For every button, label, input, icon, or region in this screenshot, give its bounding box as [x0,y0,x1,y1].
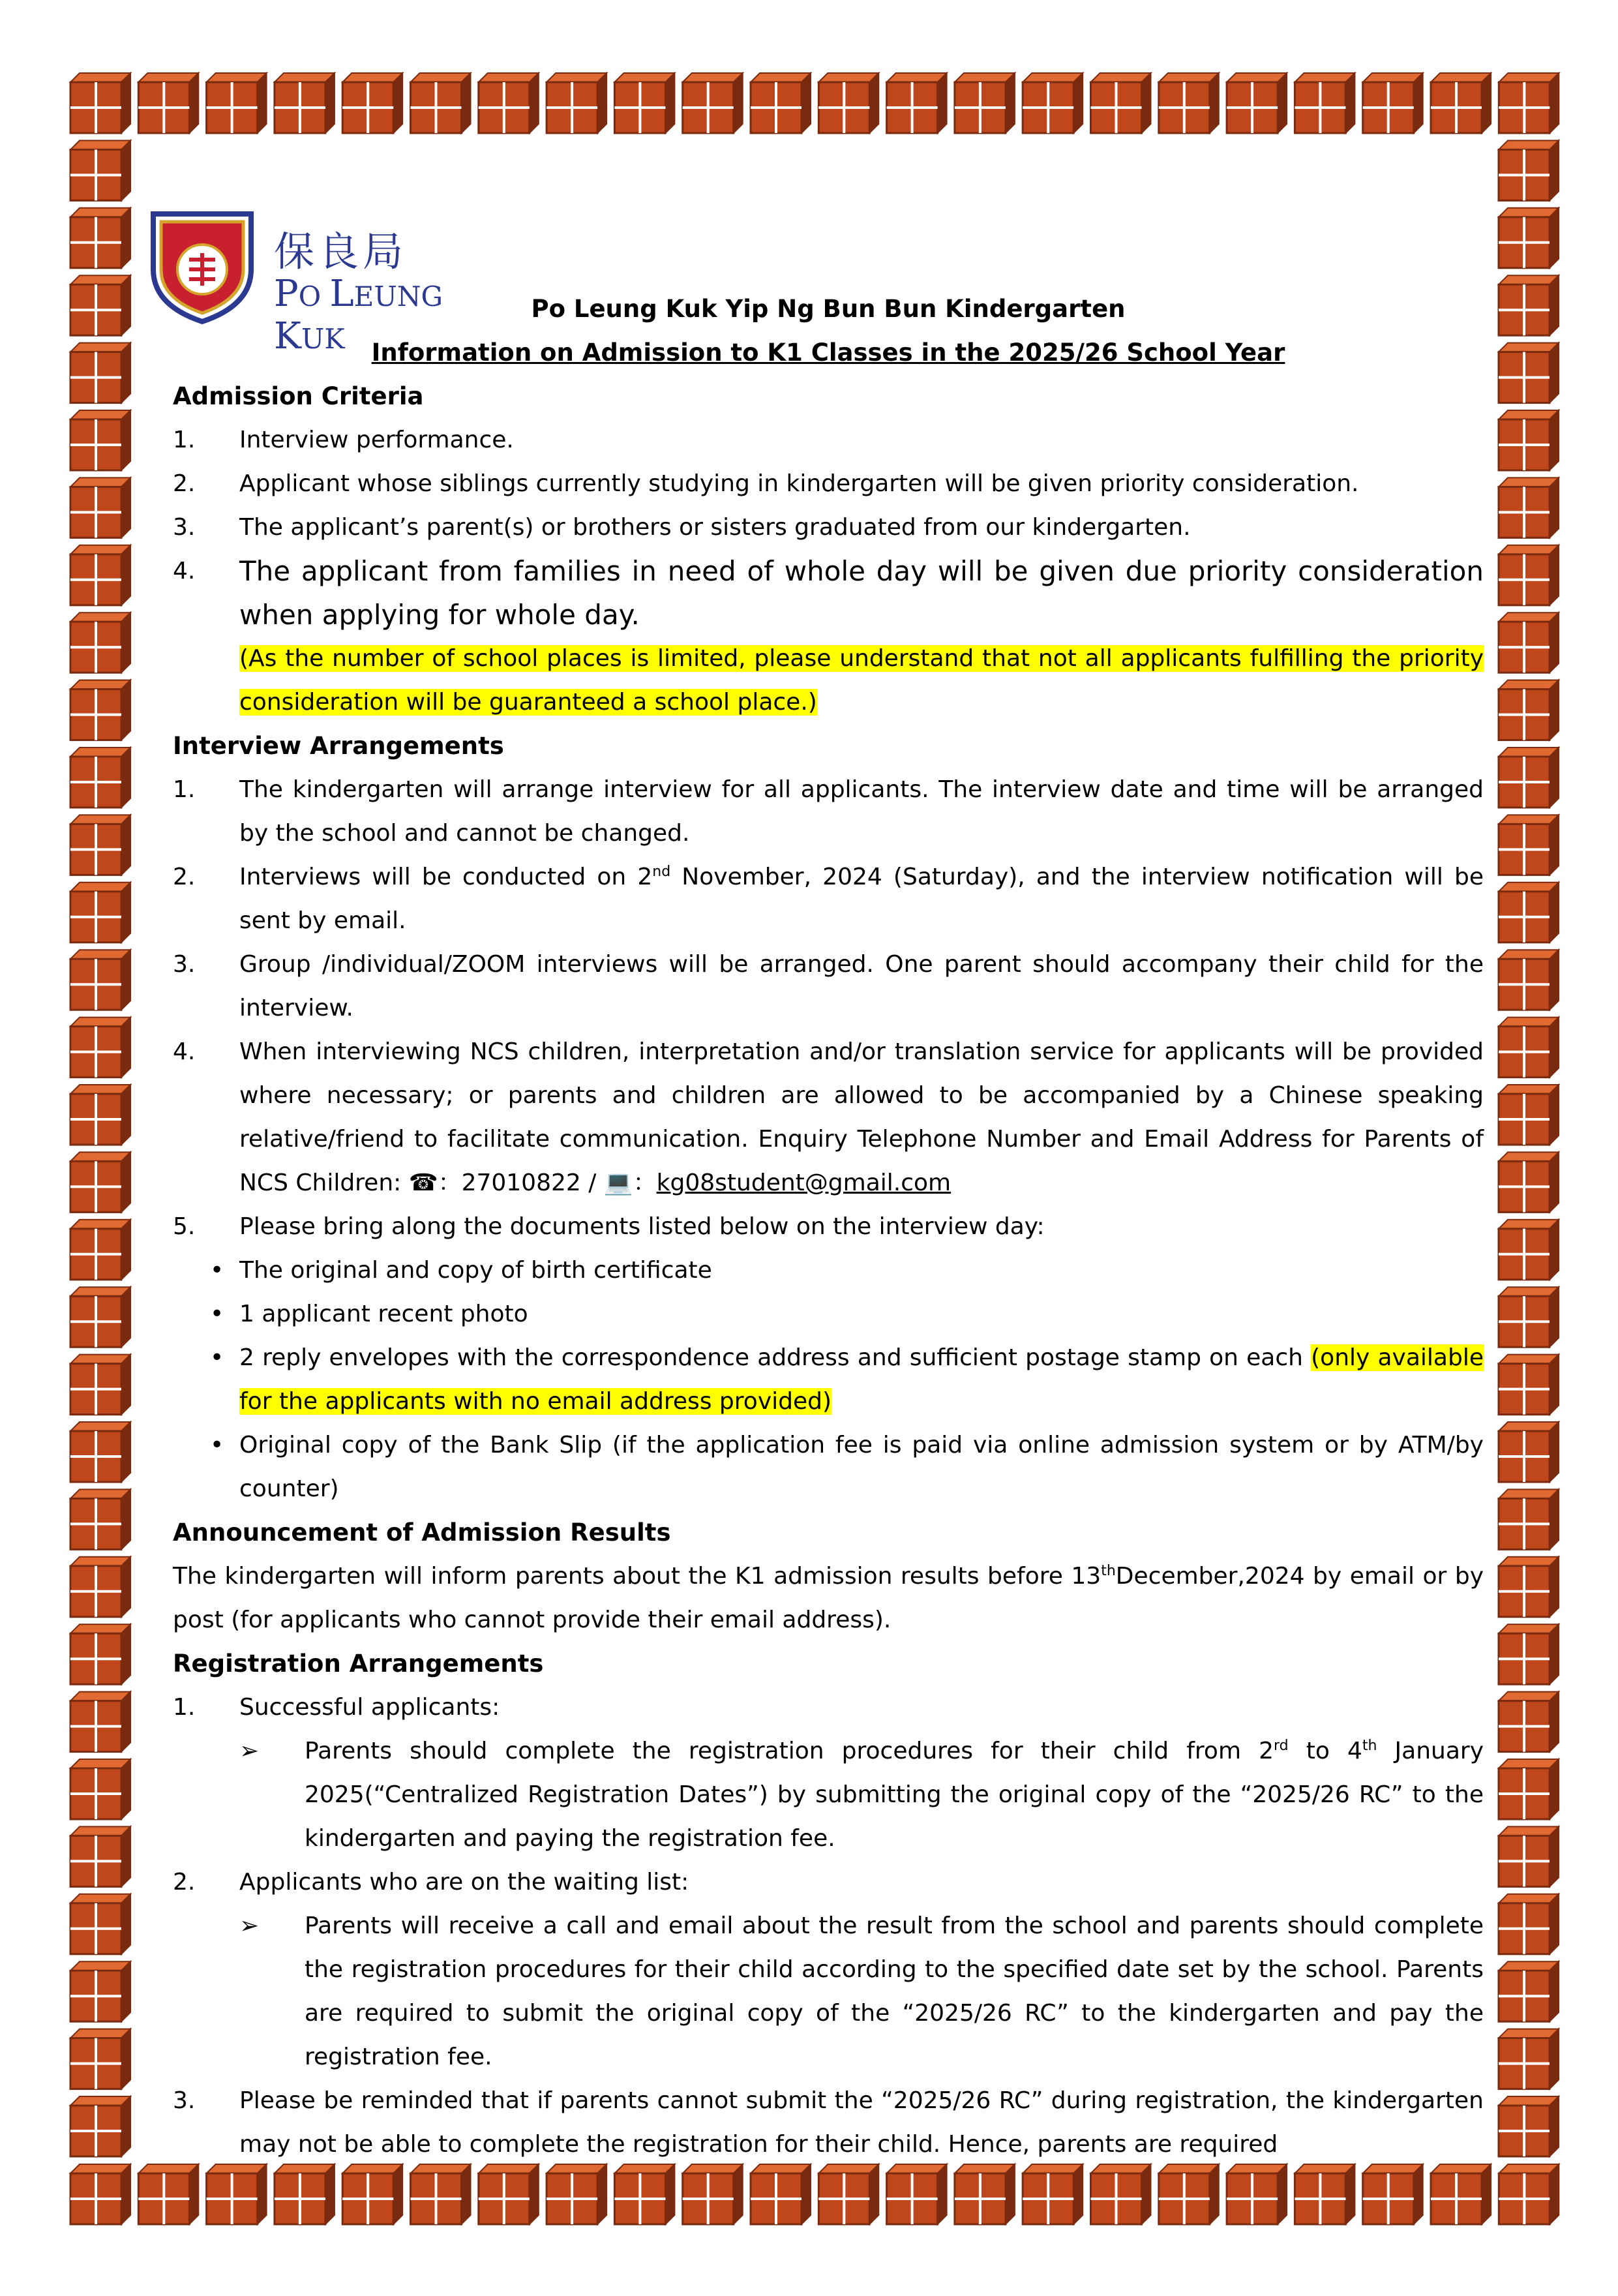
list-item: 1. Interview performance. [173,427,514,453]
brick-icon [1499,275,1559,335]
document-subtitle: Information on Admission to K1 Classes in the 2025/26 School Year [371,339,1285,367]
brick-icon [70,883,130,943]
priority-note: (As the number of school places is limited, please understand that not all applicants fulfilling the priority consideration will be guaranteed a school place.) [239,645,1484,716]
brick-icon [1499,343,1559,403]
admission-criteria-heading: Admission Criteria [173,382,424,410]
brick-icon [1227,73,1287,133]
brick-icon [1499,612,1559,672]
list-item: 4. The applicant from families in need of whole day will be given due priority consideration when applying for whole day. [173,555,1484,631]
brick-icon [1363,2164,1423,2224]
brick-icon [1431,73,1491,133]
brick-icon [1499,2096,1559,2156]
brick-icon [1499,73,1559,133]
brick-icon [1499,1085,1559,1145]
brick-icon [207,73,267,133]
brick-icon [411,73,471,133]
brick-icon [887,73,947,133]
brick-icon [1023,73,1083,133]
list-item: 1. Successful applicants: [173,1694,500,1721]
school-name: Po Leung Kuk Yip Ng Bun Bun Kindergarten [531,295,1126,323]
brick-icon [70,1557,130,1617]
brick-icon [70,1894,130,1954]
brick-icon [683,2164,743,2224]
brick-icon [70,140,130,200]
brick-icon [1499,950,1559,1010]
brick-icon [70,477,130,537]
brick-icon [1499,2164,1559,2224]
brick-icon [1431,2164,1491,2224]
brick-icon [1499,748,1559,808]
results-paragraph: The kindergarten will inform parents about the K1 admission results before 13thDecember,2024 by email or by post (for applicants who cannot provide their email address). [173,1563,1484,1633]
brick-icon [411,2164,471,2224]
brick-icon [1499,1557,1559,1617]
brick-icon [70,1085,130,1145]
arrow-bullet-icon: ➢ [239,1912,260,1939]
list-item: 3. The applicant’s parent(s) or brothers or sisters graduated from our kindergarten. [173,514,1191,541]
brick-icon [479,2164,539,2224]
brick-icon [70,208,130,268]
brick-icon [342,73,402,133]
brick-icon [70,2029,130,2089]
brick-icon [683,73,743,133]
brick-icon [1499,2029,1559,2089]
brick-icon [1499,545,1559,605]
brick-icon [70,1961,130,2021]
brick-icon [1499,815,1559,875]
brick-icon [1295,2164,1355,2224]
brick-icon [955,2164,1015,2224]
brick-icon [70,1489,130,1549]
brick-icon [1499,1759,1559,1819]
brick-icon [818,2164,878,2224]
brick-icon [1499,1152,1559,1212]
brick-icon [751,2164,811,2224]
brick-icon [818,73,878,133]
brick-icon [1499,1220,1559,1280]
list-item: 3. Group /individual/ZOOM interviews will be arranged. One parent should accompany their child for the interview. [173,951,1484,1021]
brick-icon [342,2164,402,2224]
brick-icon [1295,73,1355,133]
brick-icon [1499,1894,1559,1954]
brick-icon [70,1624,130,1684]
list-item: 2. Applicants who are on the waiting list: [173,1869,689,1896]
brick-icon [1499,410,1559,470]
brick-icon [1499,1489,1559,1549]
list-item: 4. When interviewing NCS children, interpretation and/or translation service for applicants will be provided where necessary; or parents and children are allowed to be accompanied by a Chinese speaking relative/friend to facilitate communication. Enquiry Telephone Number and Email Address for Parents of NCS Children: ☎：27010822 / 💻：kg08student@gmail.com [173,1038,1484,1196]
brick-icon [1499,1287,1559,1347]
document-bullet: • The original and copy of birth certificate [210,1257,712,1284]
brick-icon [1159,73,1219,133]
brick-icon [70,275,130,335]
brick-icon [138,73,198,133]
brick-icon [1499,1355,1559,1415]
brick-icon [1159,2164,1219,2224]
brick-icon [1499,680,1559,740]
brick-icon [70,1759,130,1819]
document-bullet: • Original copy of the Bank Slip (if the application fee is paid via online admission system or by ATM/by counter) [210,1432,1484,1502]
brick-icon [614,2164,674,2224]
brick-icon [70,343,130,403]
brick-icon [275,73,335,133]
brick-icon [138,2164,198,2224]
brick-icon [751,73,811,133]
brick-icon [70,1152,130,1212]
interview-arrangements-heading: Interview Arrangements [173,732,504,760]
arrow-bullet-icon: ➢ [239,1738,260,1764]
brick-icon [1091,2164,1151,2224]
brick-icon [614,73,674,133]
document-body [173,287,1484,2166]
brick-icon [1499,1826,1559,1886]
list-item: 2. Applicant whose siblings currently studying in kindergarten will be given priority consideration. [173,470,1359,497]
brick-icon [70,1287,130,1347]
brick-icon [70,2096,130,2156]
list-item: 1. The kindergarten will arrange interview for all applicants. The interview date and time will be arranged by the school and cannot be changed. [173,776,1484,847]
list-item: 2. Interviews will be conducted on 2nd November, 2024 (Saturday), and the interview notification will be sent by email. [173,864,1484,934]
brick-icon [1499,1961,1559,2021]
brick-icon [1499,1692,1559,1752]
brick-icon [70,680,130,740]
brick-icon [275,2164,335,2224]
document-bullet: • 2 reply envelopes with the correspondence address and sufficient postage stamp on each (only available for the applicants with no email address provided) [210,1344,1484,1415]
brick-icon [1499,883,1559,943]
brick-icon [70,950,130,1010]
brick-icon [955,73,1015,133]
list-item: 3. Please be reminded that if parents cannot submit the “2025/26 RC” during registration, the kindergarten may not be able to complete the registration for their child. Hence, parents are required [173,2087,1484,2158]
document-bullet: • 1 applicant recent photo [210,1301,528,1327]
brick-icon [70,748,130,808]
brick-icon [547,2164,607,2224]
logo-english-text: PO LEUNG KUK [274,273,443,357]
brick-icon [1363,73,1423,133]
brick-icon [1499,477,1559,537]
brick-icon [887,2164,947,2224]
brick-icon [479,73,539,133]
brick-icon [1499,140,1559,200]
brick-icon [70,2164,130,2224]
brick-icon [70,1018,130,1078]
phone-icon: ☎ [408,1170,438,1196]
brick-icon [70,1692,130,1752]
brick-icon [1499,1422,1559,1482]
results-heading: Announcement of Admission Results [173,1518,671,1547]
list-item: 5. Please bring along the documents listed below on the interview day: [173,1213,1045,1240]
brick-icon [1499,1018,1559,1078]
brick-icon [70,1220,130,1280]
brick-icon [1227,2164,1287,2224]
brick-icon [1499,1624,1559,1684]
registration-heading: Registration Arrangements [173,1650,544,1678]
sub-item: ➢ Parents should complete the registration procedures for their child from 2rd to 4th January 2025(“Centralized Registration Dates”) by submitting the original copy of the “2025/26 RC” to the kindergarten and paying the registration fee. [173,1729,1484,1860]
brick-icon [70,612,130,672]
brick-icon [1023,2164,1083,2224]
brick-icon [70,73,130,133]
brick-icon [70,815,130,875]
brick-icon [70,1826,130,1886]
brick-icon [1091,73,1151,133]
brick-icon [207,2164,267,2224]
brick-icon [70,545,130,605]
brick-icon [547,73,607,133]
brick-icon [70,1422,130,1482]
logo-chinese-text: 保良局 [274,228,408,275]
brick-icon [1499,208,1559,268]
sub-item: ➢ Parents will receive a call and email about the result from the school and parents should complete the registration procedures for their child according to the specified date set by the school. Parents are required to submit the original copy of the “2025/26 RC” to the kindergarten and pay the registration fee. [173,1904,1484,2079]
computer-icon: 💻 [603,1170,633,1196]
enquiry-email-link[interactable]: kg08student@gmail.com [656,1170,951,1196]
brick-icon [70,1355,130,1415]
brick-icon [70,410,130,470]
